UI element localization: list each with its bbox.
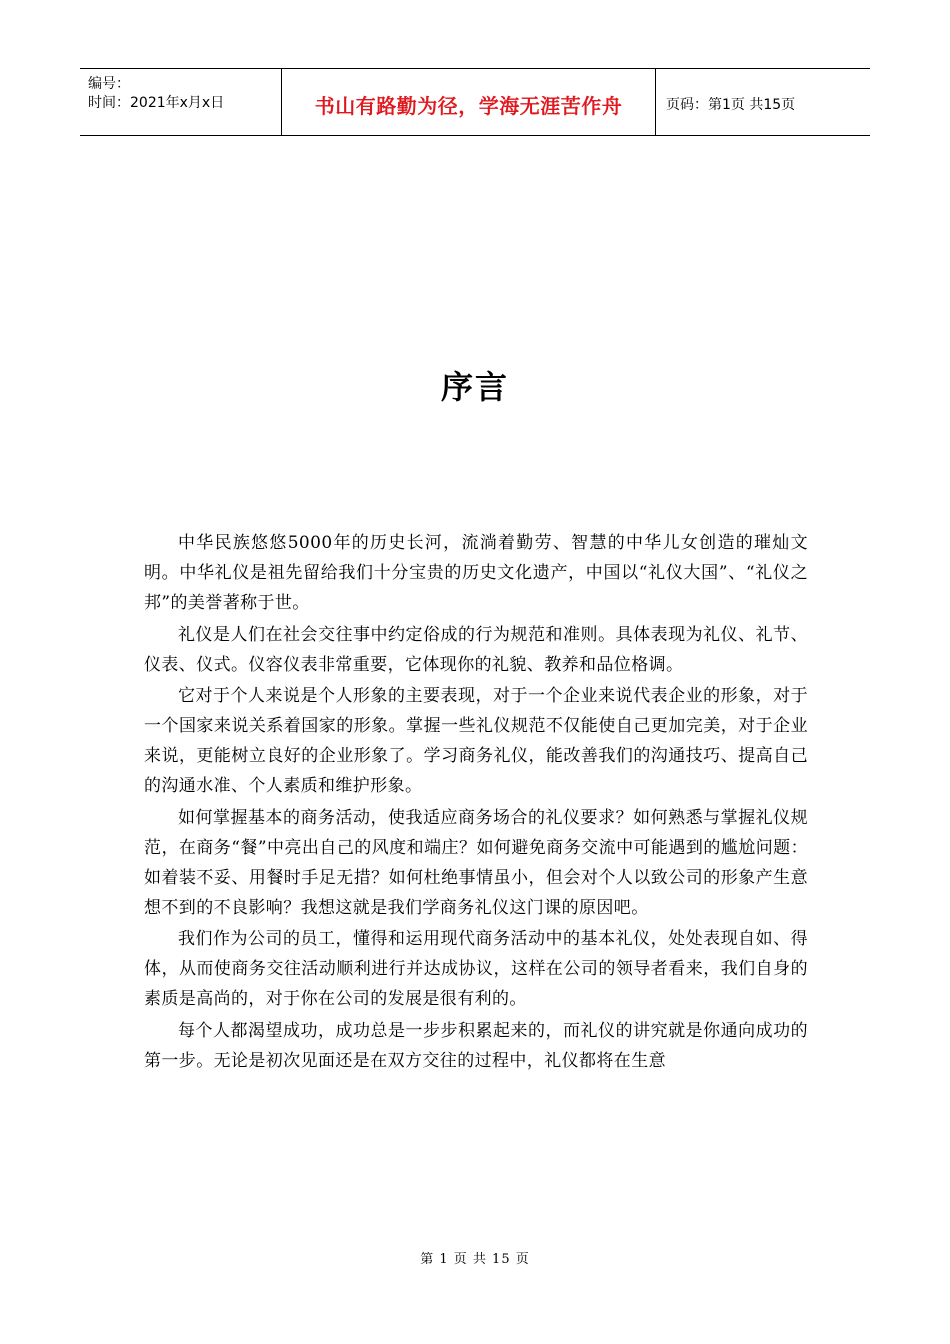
document-date-label: 时间：2021年x月x日 — [88, 95, 225, 111]
paragraph: 我们作为公司的员工，懂得和运用现代商务活动中的基本礼仪，处处表现自如、得体，从而使商务交往活动顺利进行并达成协议，这样在公司的领导者看来，我们自身的素质是高尚的，对于你在公司的发展是很有利的。 — [144, 929, 808, 1009]
header-motto: 书山有路勤为径，学海无涯苦作舟 — [282, 69, 656, 135]
document-number-label: 编号： — [88, 76, 130, 92]
paragraph: 礼仪是人们在社会交往事中约定俗成的行为规范和准则。具体表现为礼仪、礼节、仪表、仪式。仪容仪表非常重要，它体现你的礼貌、教养和品位格调。 — [144, 624, 808, 675]
page-footer: 第 1 页 共 15 页 — [420, 1252, 530, 1267]
page-header — [80, 68, 870, 136]
paragraph: 中华民族悠悠5000年的历史长河，流淌着勤劳、智慧的中华儿女创造的璀灿文明。中华礼仪是祖先留给我们十分宝贵的历史文化遗产，中国以“礼仪大国”、“礼仪之邦”的美誉著称于世。 — [144, 533, 808, 613]
paragraph: 如何掌握基本的商务活动，使我适应商务场合的礼仪要求？如何熟悉与掌握礼仪规范，在商务“餐”中亮出自己的风度和端庄？如何避免商务交流中可能遇到的尴尬问题：如着装不妥、用餐时手足无措？如何杜绝事情虽小，但会对个人以致公司的形象产生意想不到的不良影响？我想这就是我们学商务礼仪这门课的原因吧。 — [144, 807, 808, 918]
paragraph: 它对于个人来说是个人形象的主要表现，对于一个企业来说代表企业的形象，对于一个国家来说关系着国家的形象。掌握一些礼仪规范不仅能使自己更加完美，对于企业来说，更能树立良好的企业形象了。学习商务礼仪，能改善我们的沟通技巧、提高自己的沟通水准、个人素质和维护形象。 — [144, 686, 808, 796]
header-meta-cell — [80, 69, 282, 135]
paragraph: 每个人都渴望成功，成功总是一步步积累起来的，而礼仪的讲究就是你通向成功的第一步。无论是初次见面还是在双方交往的过程中，礼仪都将在生意 — [144, 1020, 808, 1071]
header-page-info: 页码：第1页 共15页 — [666, 97, 796, 113]
document-body — [144, 528, 808, 1077]
document-title: 序言 — [440, 368, 509, 406]
